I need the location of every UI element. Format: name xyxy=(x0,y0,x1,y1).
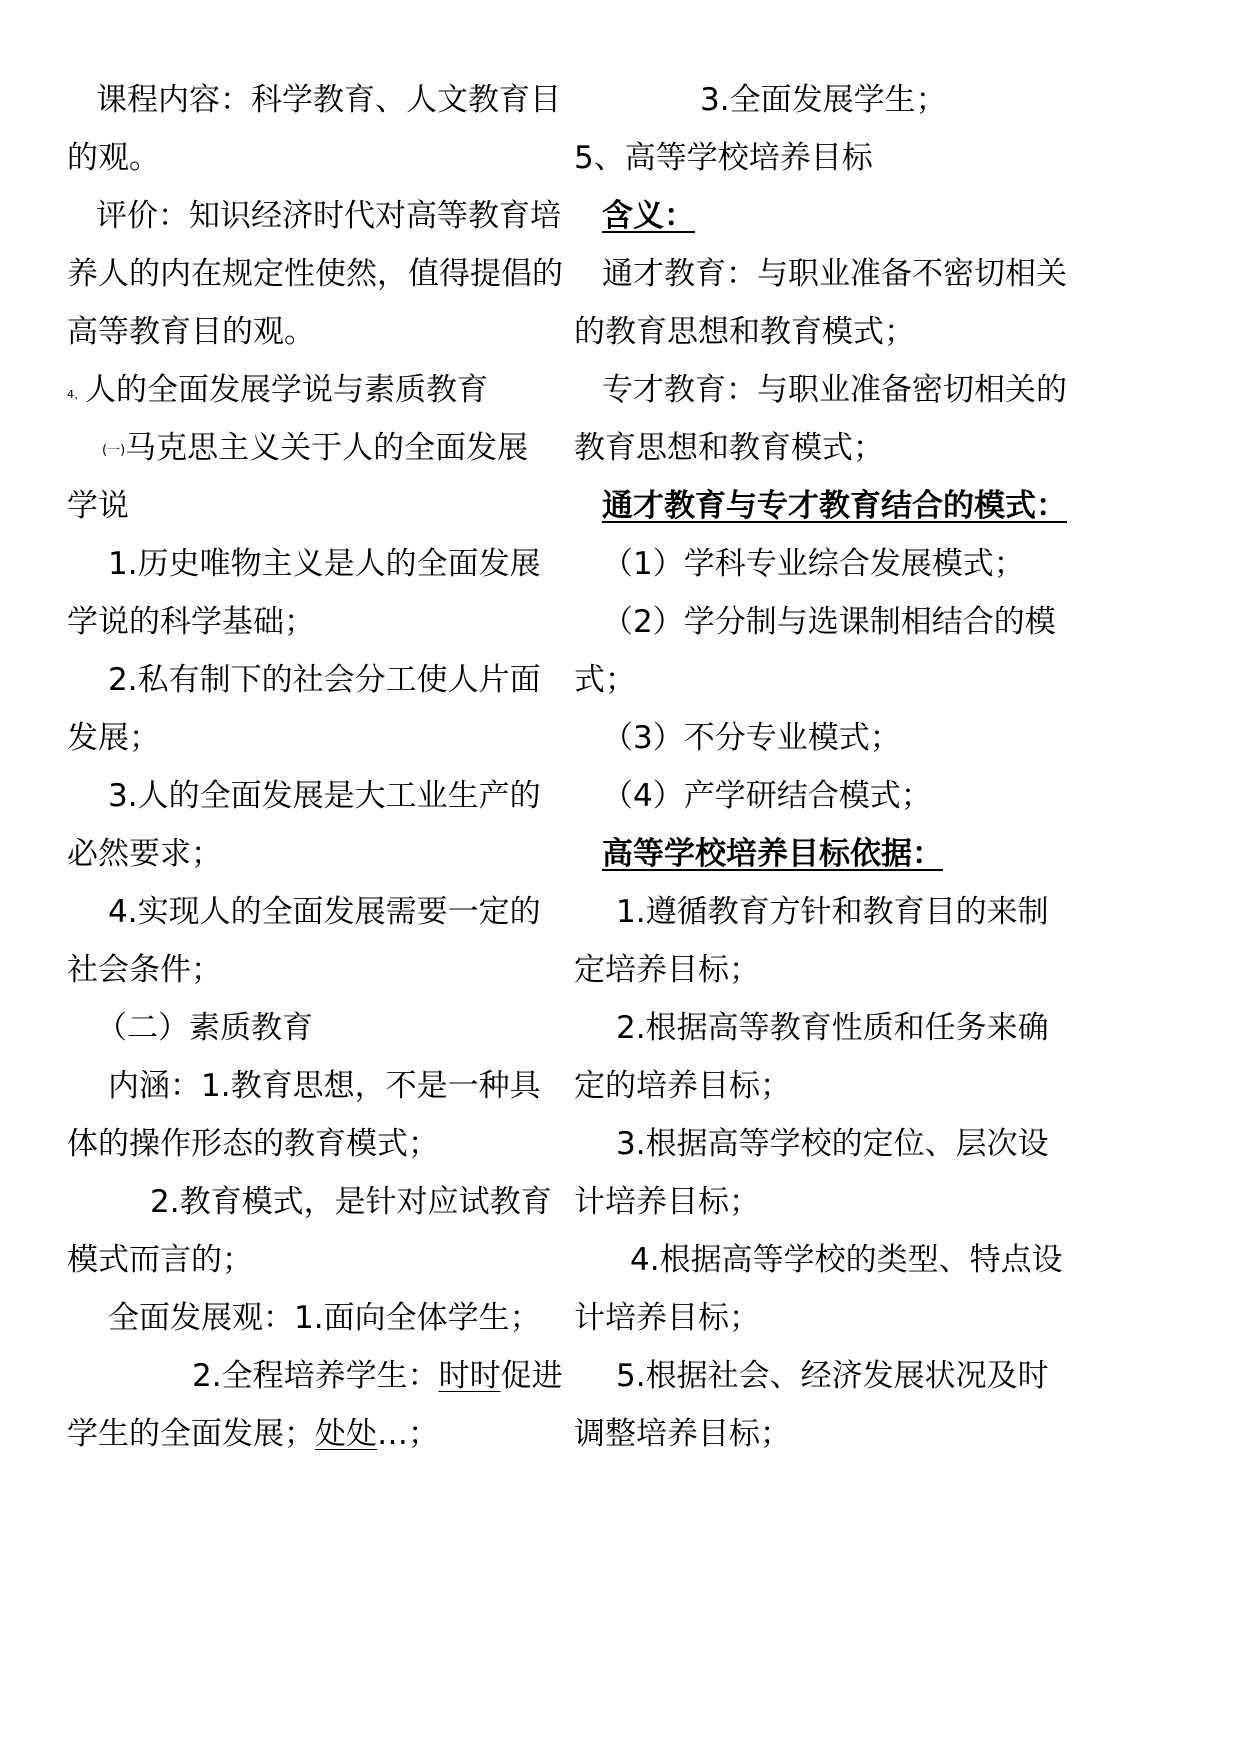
text-line: 通才教育：与职业准备不密切相关 xyxy=(602,256,1067,292)
text-line: 社会条件； xyxy=(67,952,222,988)
text-line: 学说 xyxy=(67,488,129,524)
text-line: 调整培养目标； xyxy=(574,1416,791,1452)
text-line: 2.教育模式，是针对应试教育 xyxy=(150,1184,552,1220)
subsection-heading xyxy=(102,428,528,475)
text-line: 定的培养目标； xyxy=(574,1068,791,1104)
text-line: 养人的内在规定性使然，值得提倡的 xyxy=(67,256,563,292)
text-line: 高等教育目的观。 xyxy=(67,314,315,350)
bold-heading: 通才教育与专才教育结合的模式： xyxy=(602,488,1067,524)
text-line: 3.人的全面发展是大工业生产的 xyxy=(108,778,541,814)
underlined-term: 处处 xyxy=(315,1416,377,1452)
list-item: 1.遵循教育方针和教育目的来制 xyxy=(616,894,1049,930)
list-item: 3.根据高等学校的定位、层次设 xyxy=(616,1126,1049,1162)
text-line: 1.历史唯物主义是人的全面发展 xyxy=(108,546,541,582)
text-segment: 2.全程培养学生： xyxy=(192,1358,439,1394)
underlined-term: 时时 xyxy=(438,1358,501,1394)
section-number: 4、 xyxy=(67,388,85,401)
list-item: （2）学分制与选课制相结合的模 xyxy=(602,604,1056,640)
subsection-title: 马克思主义关于人的全面发展 xyxy=(125,430,529,466)
text-line: 计培养目标； xyxy=(574,1184,760,1220)
text-line: 评价：知识经济时代对高等教育培 xyxy=(96,198,561,234)
text-line: 模式而言的； xyxy=(67,1242,253,1278)
text-line: 内涵：1.教育思想，不是一种具 xyxy=(108,1068,541,1104)
bold-heading: 高等学校培养目标依据： xyxy=(602,836,943,872)
list-item: 2.根据高等教育性质和任务来确 xyxy=(616,1010,1049,1046)
text-line xyxy=(192,1356,563,1396)
text-line: 体的操作形态的教育模式； xyxy=(67,1126,439,1162)
text-line: 的观。 xyxy=(67,140,160,176)
text-line: 式； xyxy=(574,662,636,698)
text-segment: 促进 xyxy=(500,1358,563,1394)
text-segment: 学生的全面发展； xyxy=(67,1416,315,1452)
list-item: 4.根据高等学校的类型、特点设 xyxy=(630,1242,1063,1278)
text-line: 计培养目标； xyxy=(574,1300,760,1336)
text-line: 学说的科学基础； xyxy=(67,604,315,640)
text-line: 3.全面发展学生； xyxy=(700,82,947,118)
text-line: 2.私有制下的社会分工使人片面 xyxy=(108,662,541,698)
list-item: （1）学科专业综合发展模式； xyxy=(602,546,1025,582)
text-line: 的教育思想和教育模式； xyxy=(574,314,915,350)
list-item: （4）产学研结合模式； xyxy=(602,778,932,814)
section-heading xyxy=(67,370,488,417)
text-line: 课程内容：科学教育、人文教育目 xyxy=(96,82,561,118)
list-item: （3）不分专业模式； xyxy=(602,720,901,756)
list-item: 5.根据社会、经济发展状况及时 xyxy=(616,1358,1049,1394)
text-line: 发展； xyxy=(67,720,160,756)
text-line: 定培养目标； xyxy=(574,952,760,988)
bold-heading: 含义： xyxy=(602,198,695,234)
text-line: 全面发展观：1.面向全体学生； xyxy=(108,1300,541,1336)
text-line: 教育思想和教育模式； xyxy=(574,430,884,466)
section-heading: 5、高等学校培养目标 xyxy=(574,140,873,176)
text-line: 必然要求； xyxy=(67,836,222,872)
text-line: 4.实现人的全面发展需要一定的 xyxy=(108,894,541,930)
text-segment: …； xyxy=(377,1416,439,1452)
text-line xyxy=(67,1414,439,1454)
subsection-heading: （二）素质教育 xyxy=(96,1010,313,1046)
subsection-number: (一) xyxy=(102,443,126,458)
section-title: 人的全面发展学说与素质教育 xyxy=(85,372,488,408)
text-line: 专才教育：与职业准备密切相关的 xyxy=(602,372,1067,408)
